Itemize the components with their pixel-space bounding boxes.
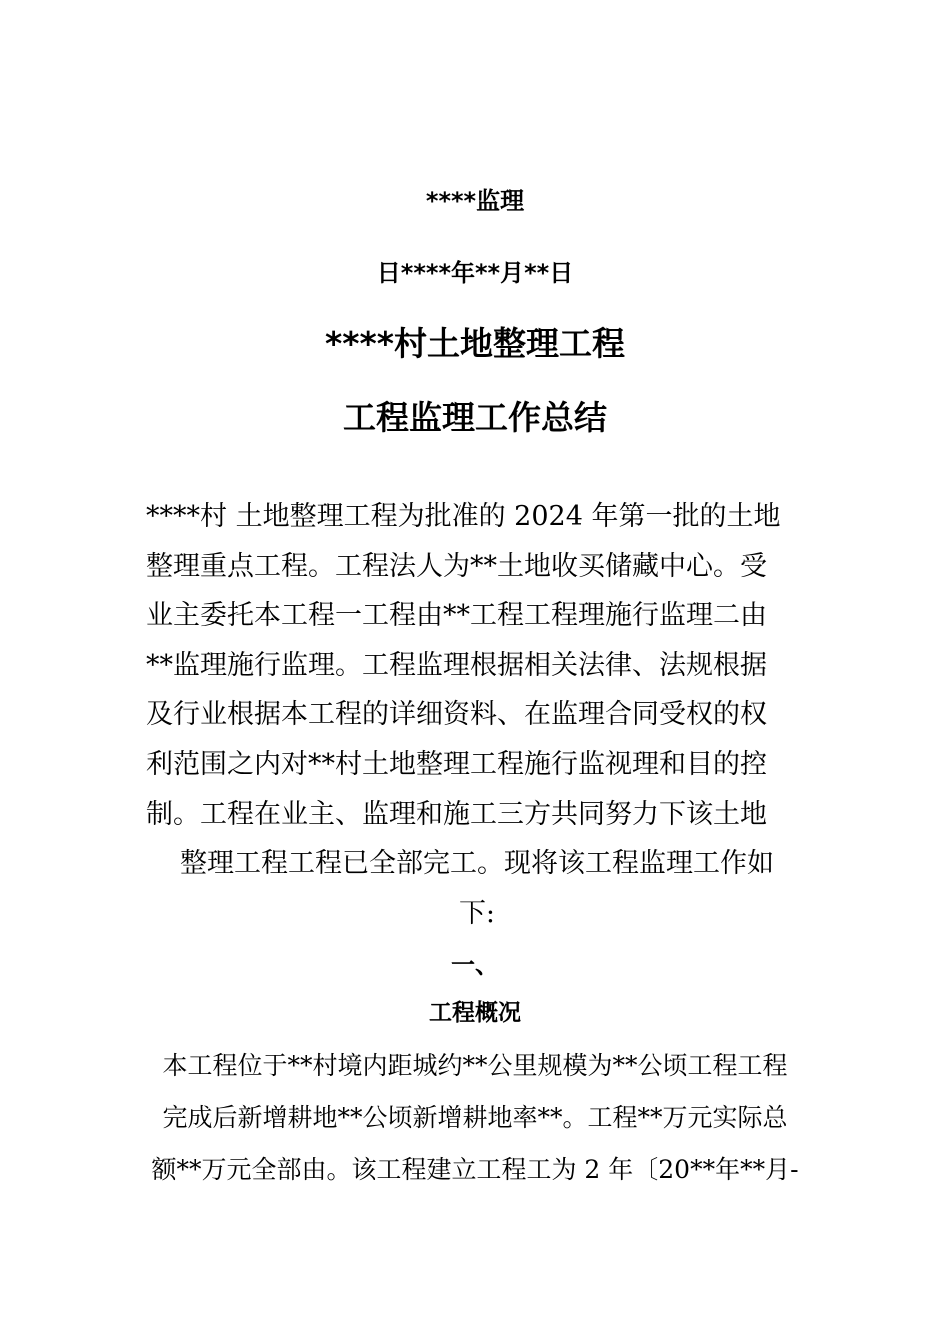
document-title-line-1: ****村土地整理工程 [324, 324, 626, 363]
section-line: 额**万元全部由。该工程建立工程工为 2 年〔20**年**月- [151, 1155, 799, 1184]
intro-paragraph [146, 492, 808, 938]
intro-line: ****村 土地整理工程为批准的 2024 年第一批的土地 [146, 501, 781, 532]
section-number: 一、 [451, 951, 499, 979]
document-title-line-2: 工程监理工作总结 [343, 398, 607, 437]
supervisor-org: ****监理 [425, 187, 525, 215]
document-date: 日****年**月**日 [376, 259, 574, 287]
intro-line: 业主委托本工程一工程由**工程工程理施行监理二由 [146, 600, 767, 632]
section-paragraph [150, 1040, 800, 1196]
intro-line: 利范围之内对**村土地整理工程施行监视理和目的控 [146, 748, 767, 780]
intro-line: 及行业根据本工程的详细资料、在监理合同受权的权 [146, 699, 767, 731]
intro-line: 整理工程工程已全部完工。现将该工程监理工作如 [180, 848, 774, 880]
intro-line: 下: [458, 897, 496, 929]
section-line: 本工程位于**村境内距城约**公里规模为**公顷工程工程 [162, 1051, 788, 1080]
intro-line: 整理重点工程。工程法人为**土地收买储藏中心。受 [146, 550, 767, 582]
intro-line: 制。工程在业主、监理和施工三方共同努力下该土地 [146, 798, 767, 830]
section-heading: 工程概况 [429, 1000, 521, 1026]
section-line: 完成后新增耕地**公顷新增耕地率**。工程**万元实际总 [162, 1103, 788, 1132]
intro-line: **监理施行监理。工程监理根据相关法律、法规根据 [146, 649, 767, 681]
